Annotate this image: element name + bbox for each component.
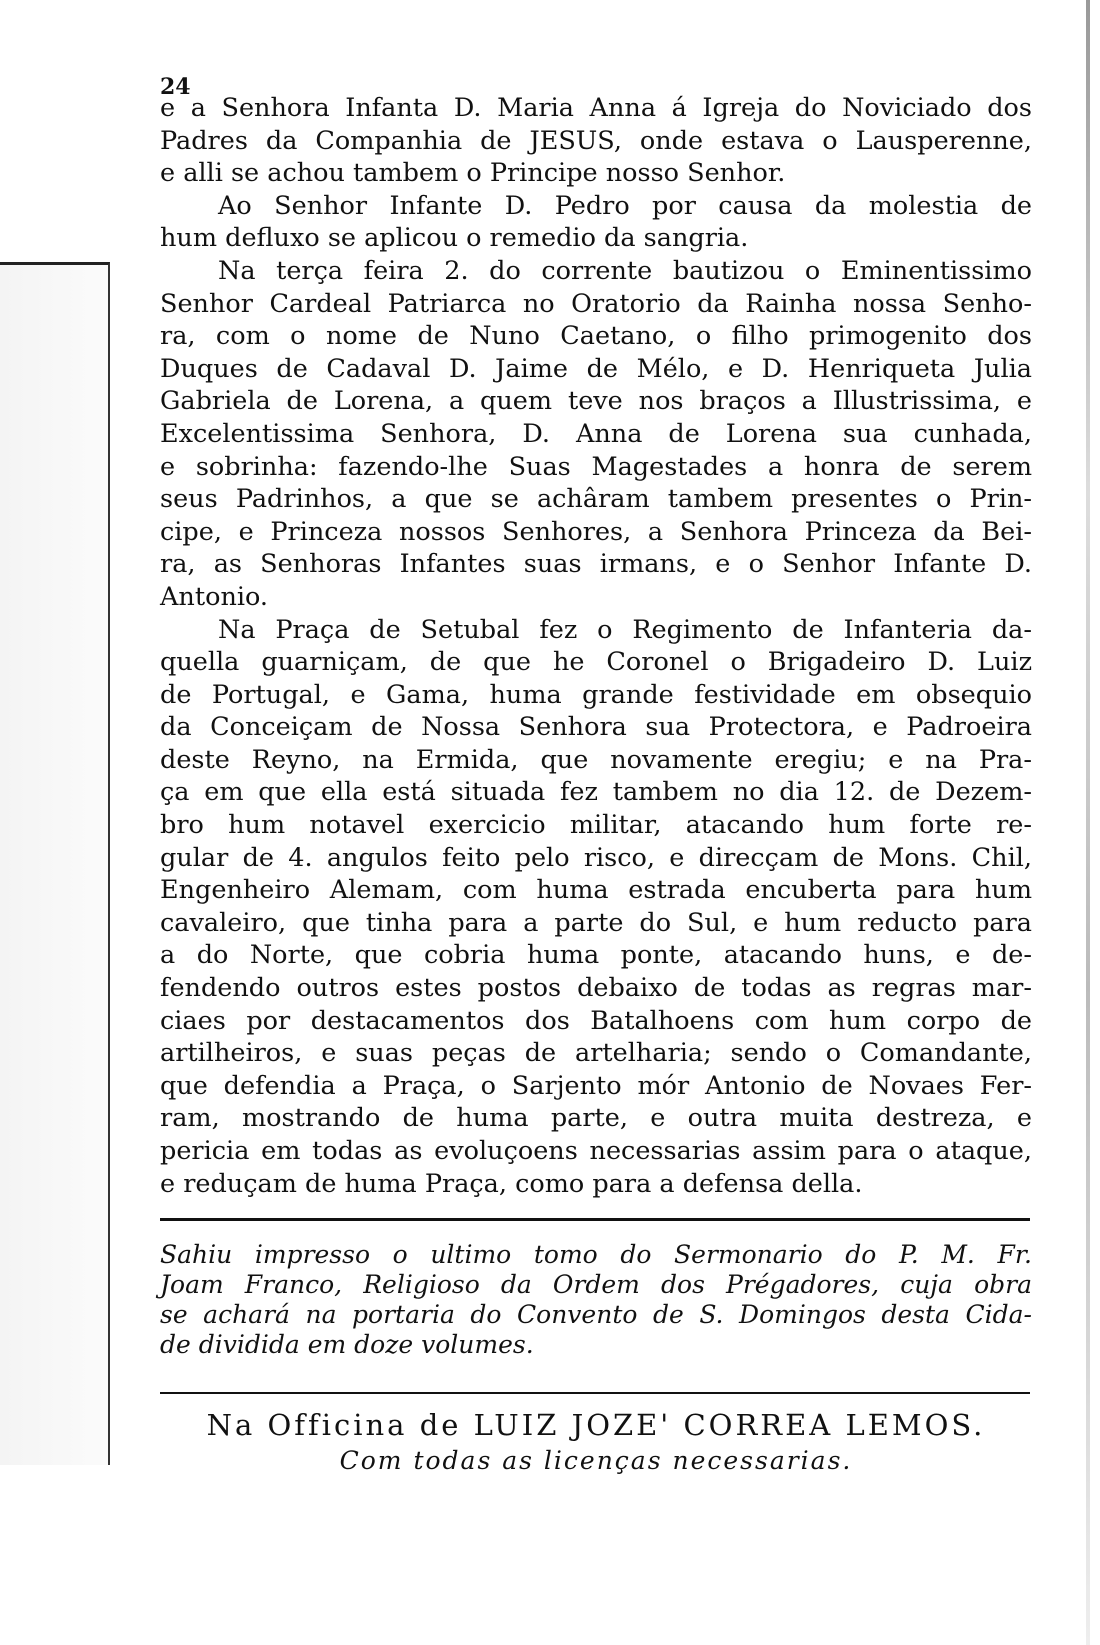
text-line: Senhor Cardeal Patriarca no Oratorio da Rainha nossa Senho- (160, 288, 1032, 319)
text-line: Duques de Cadaval D. Jaime de Mélo, e D. Henriqueta Julia (160, 353, 1032, 384)
imprint-divider (160, 1392, 1030, 1394)
text-line: cipe, e Princeza nossos Senhores, a Senhora Princeza da Bei- (160, 516, 1032, 547)
text-line: Padres da Companhia de JESUS, onde estava o Lausperenne, (160, 125, 1032, 156)
paragraph-start: Na Praça de Setubal fez o Regimento de Infanteria da- (218, 614, 1032, 645)
text-line: fendendo outros estes postos debaixo de todas as regras mar- (160, 973, 1032, 1004)
page-number: 24 (160, 74, 191, 100)
text-line: bro hum notavel exercicio militar, atacando hum forte re- (160, 810, 1032, 841)
text-line: artilheiros, e suas peças de artelharia; sendo o Comandante, (160, 1038, 1032, 1069)
notice-line: Sahiu impresso o ultimo tomo do Sermonario do P. M. Fr. (160, 1240, 1032, 1269)
text-line: ra, as Senhoras Infantes suas irmans, e o Senhor Infante D. (160, 549, 1032, 580)
text-line: Antonio. (160, 581, 269, 612)
text-line: gular de 4. angulos feito pelo risco, e direcçam de Mons. Chil, (160, 842, 1032, 873)
paragraph-start: Na terça feira 2. do corrente bautizou o Eminentissimo (218, 255, 1032, 286)
text-line: ça em que ella está situada fez tambem no dia 12. de Dezem- (160, 777, 1032, 808)
text-line: quella guarniçam, de que he Coronel o Brigadeiro D. Luiz (160, 647, 1032, 678)
notice-line: se achará na portaria do Convento de S. Domingos desta Cida- (160, 1300, 1032, 1329)
text-line: ra, com o nome de Nuno Caetano, o filho primogenito dos (160, 321, 1032, 352)
text-line: Engenheiro Alemam, com huma estrada encuberta para hum (160, 875, 1032, 906)
text-line: deste Reyno, na Ermida, que novamente eregiu; e na Pra- (160, 744, 1032, 775)
text-line: e alli se achou tambem o Principe nosso Senhor. (160, 158, 786, 189)
text-line: ram, mostrando de huma parte, e outra muita destreza, e (160, 1103, 1032, 1134)
printer-imprint: Na Officina de LUIZ JOZE' CORREA LEMOS. (206, 1408, 986, 1442)
notice-line: de dividida em doze volumes. (160, 1330, 534, 1359)
text-line: pericia em todas as evoluçoens necessarias assim para o ataque, (160, 1136, 1032, 1166)
text-line: e a Senhora Infanta D. Maria Anna á Igreja do Noviciado dos (160, 93, 1032, 123)
text-line: a do Norte, que cobria huma ponte, atacando huns, e de- (160, 940, 1032, 971)
notice-line: Joam Franco, Religioso da Ordem dos Prégadores, cuja obra (160, 1270, 1032, 1299)
text-line: e sobrinha: fazendo-lhe Suas Magestades a honra de serem (160, 451, 1032, 482)
text-line: ciaes por destacamentos dos Batalhoens com hum corpo de (160, 1005, 1032, 1036)
text-line: que defendia a Praça, o Sarjento mór Antonio de Novaes Fer- (160, 1070, 1032, 1101)
text-line: e reduçam de huma Praça, como para a defensa della. (160, 1168, 863, 1199)
page-binding-edge (1086, 0, 1090, 1645)
license-line: Com todas as licenças necessarias. (339, 1446, 853, 1475)
section-divider (160, 1218, 1030, 1221)
text-line: cavaleiro, que tinha para a parte do Sul, e hum reducto para (160, 907, 1032, 938)
text-line: Excelentissima Senhora, D. Anna de Lorena sua cunhada, (160, 418, 1032, 449)
text-line: hum defluxo se aplicou o remedio da sangria. (160, 223, 749, 254)
text-line: Gabriela de Lorena, a quem teve nos braços a Illustrissima, e (160, 386, 1032, 417)
book-notice (160, 1240, 1032, 1360)
paragraph-start: Ao Senhor Infante D. Pedro por causa da molestia de (218, 190, 1032, 221)
article-text (160, 92, 1032, 1200)
text-line: da Conceiçam de Nossa Senhora sua Protectora, e Padroeira (160, 712, 1032, 743)
text-line: de Portugal, e Gama, huma grande festividade em obsequio (160, 679, 1032, 710)
text-line: seus Padrinhos, a que se achâram tambem presentes o Prin- (160, 484, 1032, 515)
adjacent-page-edge (0, 262, 110, 1465)
